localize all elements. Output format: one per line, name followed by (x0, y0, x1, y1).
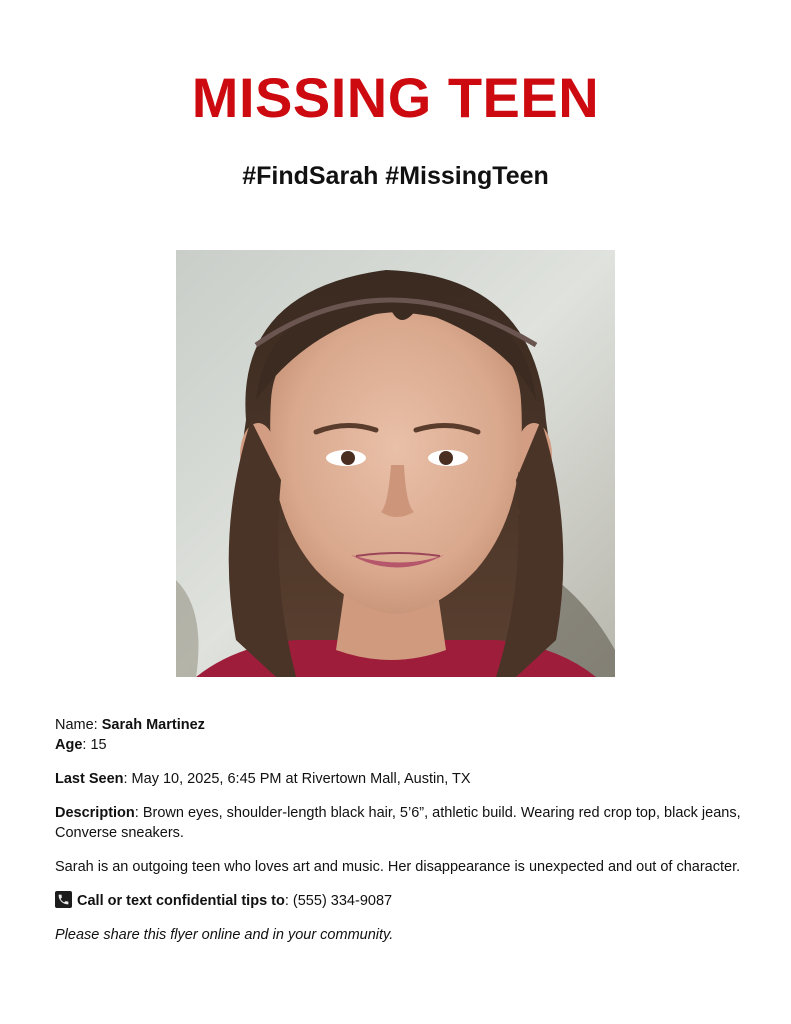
last-seen-label: Last Seen (55, 771, 124, 787)
details-section (55, 715, 745, 945)
phone-icon (55, 891, 72, 908)
last-seen-line (55, 769, 745, 789)
about-text: Sarah is an outgoing teen who loves art and music. Her disappearance is unexpected and out of character. (55, 859, 741, 875)
portrait-image (176, 250, 615, 677)
share-note: Please share this flyer online and in your community. (55, 927, 394, 943)
name-label: Name: (55, 717, 98, 733)
flyer-title: MISSING TEEN (191, 66, 600, 129)
age-line (55, 735, 745, 755)
name-line (55, 715, 745, 735)
last-seen-value: : May 10, 2025, 6:45 PM at Rivertown Mall, Austin, TX (123, 771, 471, 787)
missing-person-photo (176, 250, 615, 677)
age-value: : 15 (82, 737, 107, 753)
tips-phone-number: : (555) 334-9087 (284, 893, 393, 909)
name-value: Sarah Martinez (101, 717, 205, 733)
description-label: Description (55, 805, 135, 821)
hashtags: #FindSarah #MissingTeen (242, 162, 549, 190)
description-value: : Brown eyes, shoulder-length black hair, 5’6”, athletic build. Wearing red crop top, black jeans, Converse sneakers. (55, 805, 741, 841)
tips-label: Call or text confidential tips to (77, 893, 285, 909)
age-label: Age (55, 737, 83, 753)
description-line (55, 803, 745, 843)
tips-line (55, 891, 745, 911)
